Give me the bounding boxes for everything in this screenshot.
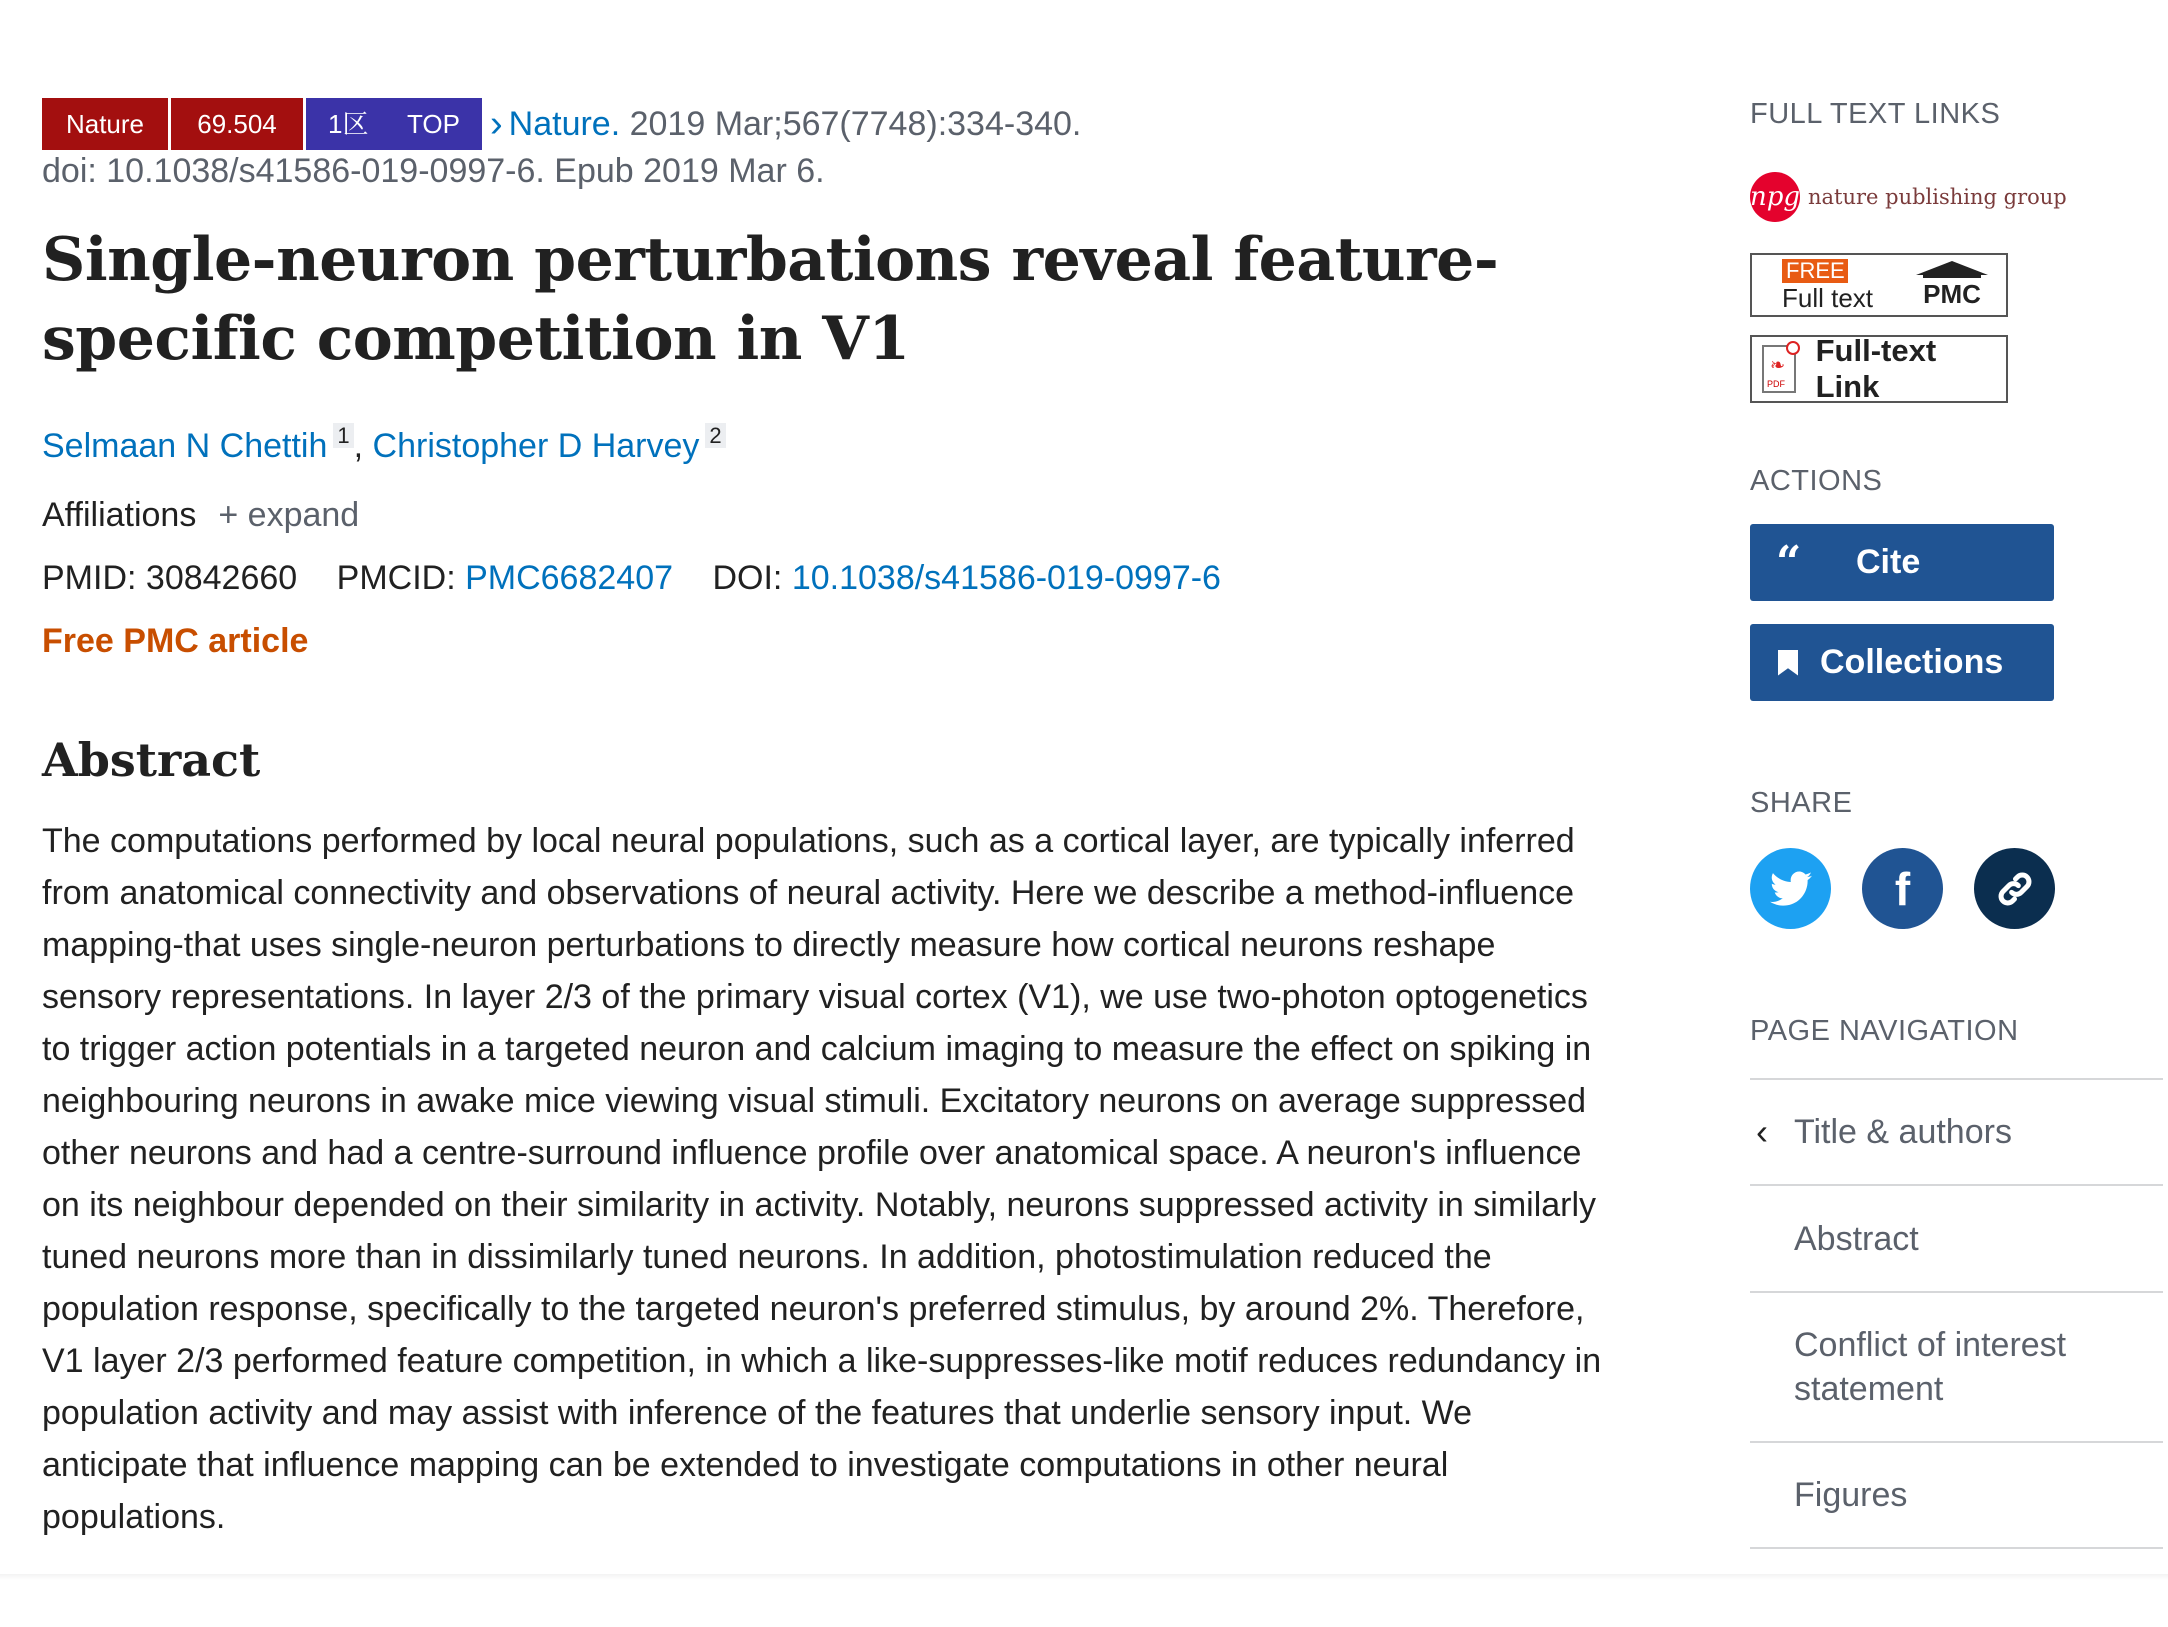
doi-link[interactable]: 10.1038/s41586-019-0997-6 — [791, 559, 1221, 597]
free-pmc-link[interactable] — [1750, 253, 2008, 317]
share-buttons — [1750, 848, 2165, 929]
article-main — [42, 98, 1602, 1543]
author-link[interactable]: Christopher D Harvey — [372, 427, 700, 465]
affiliations-row — [42, 496, 1602, 535]
rank-label: TOP — [407, 109, 460, 139]
article-title: Single-neuron perturbations reveal feature-specific competition in V1 — [42, 225, 1499, 374]
identifiers — [42, 559, 1602, 598]
citation-line — [509, 98, 1082, 150]
pmid-label: PMID: — [42, 559, 137, 597]
doi-label: DOI: — [712, 559, 783, 597]
abstract-text: The computations performed by local neural populations, such as a cortical layer, are typically inferred from anatomical connectivity and observations of neural activity. Here we describe a method-influence mapping-that uses single-neuron perturbations to directly measure how cortical neurons reshape sensory representations. In layer 2/3 of the primary visual cortex (V1), we use two-photon optogenetics to trigger action potentials in a targeted neuron and calcium imaging to measure the effect on spiking in neighbouring neurons in awake mice viewing visual stimuli. Excitatory neurons on average suppressed other neurons and had a centre-surround influence profile over anatomical space. A neuron's influence on its neighbour depended on their similarity in activity. Notably, neurons suppressed activity in similarly tuned neurons more than in dissimilarly tuned neurons. In addition, photostimulation reduced the population response, specifically to the targeted neuron's preferred stimulus, by around 2%. Therefore, V1 layer 2/3 performed feature competition, in which a like-suppresses-like motif reduces redundancy in population activity and may assist with inference of the features that underlie sensory input. We anticipate that influence mapping can be extended to investigate computations in other neural populations. — [42, 822, 1602, 1536]
npg-logo: npg — [1750, 172, 1800, 222]
pmc-roof-icon — [1916, 261, 1988, 275]
affiliation-ref[interactable]: 2 — [705, 423, 725, 448]
citation-details: 2019 Mar;567(7748):334-340. — [629, 105, 1082, 143]
nav-abstract[interactable] — [1750, 1186, 2163, 1293]
expand-label: expand — [247, 496, 360, 534]
citation-header — [42, 98, 1602, 150]
nav-label: Conflict of interest statement — [1794, 1326, 2067, 1408]
affiliations-label: Affiliations — [42, 496, 197, 534]
author-separator: , — [353, 427, 373, 465]
npg-link[interactable] — [1750, 169, 2165, 225]
sidebar — [1750, 98, 2165, 1549]
zone-label: 1区 — [328, 109, 369, 139]
authors-list — [42, 423, 1602, 466]
page-navigation-heading: PAGE NAVIGATION — [1750, 1015, 2019, 1047]
journal-badge: Nature — [42, 98, 168, 150]
zone-badge — [306, 98, 482, 150]
pmc-logo — [1916, 261, 1988, 310]
free-pmc-label: Free PMC article — [42, 622, 309, 660]
full-text-link-button[interactable] — [1750, 335, 2008, 403]
affiliation-ref[interactable]: 1 — [333, 423, 353, 448]
full-text-link-label: Full-text Link — [1815, 333, 1937, 404]
free-tag: FREE — [1782, 259, 1848, 283]
pdf-icon: ❧ PDF — [1762, 345, 1796, 393]
actions-heading: ACTIONS — [1750, 465, 1883, 497]
chevron-left-icon: ‹ — [1756, 1111, 1768, 1152]
pmcid-label: PMCID: — [336, 559, 456, 597]
share-heading: SHARE — [1750, 787, 1853, 819]
author-link[interactable]: Selmaan N Chettih — [42, 427, 328, 465]
nav-conflict-of-interest[interactable] — [1750, 1293, 2163, 1443]
impact-factor-badge: 69.504 — [171, 98, 303, 150]
link-icon[interactable] — [1974, 848, 2055, 929]
nav-figures[interactable] — [1750, 1443, 2163, 1549]
facebook-icon[interactable]: f — [1862, 848, 1943, 929]
collections-label: Collections — [1820, 643, 2004, 681]
pmid-value: 30842660 — [145, 559, 298, 597]
collections-button[interactable] — [1750, 624, 2054, 701]
expand-toggle[interactable] — [218, 496, 359, 535]
doi-epub-line: doi: 10.1038/s41586-019-0997-6. Epub 2019 Mar 6. — [42, 152, 825, 190]
nav-label: Figures — [1794, 1476, 1908, 1514]
nav-label: Abstract — [1794, 1219, 1919, 1258]
pmcid-link[interactable]: PMC6682407 — [465, 559, 674, 597]
abstract-heading: Abstract — [42, 733, 261, 787]
page-navigation — [1750, 1078, 2163, 1549]
pmc-label: PMC — [1923, 275, 1981, 310]
cite-label: Cite — [1856, 543, 1921, 581]
full-text-links-heading: FULL TEXT LINKS — [1750, 98, 2001, 130]
journal-link[interactable]: Nature. — [508, 105, 621, 143]
twitter-icon[interactable] — [1750, 848, 1831, 929]
page-bottom-shadow — [0, 1574, 2168, 1580]
npg-text: nature publishing group — [1808, 185, 2067, 209]
chevron-right-icon: › — [490, 103, 503, 145]
full-text-label: Full text — [1782, 283, 1874, 313]
cite-button[interactable] — [1750, 524, 2054, 601]
nav-title-authors[interactable] — [1750, 1080, 2163, 1186]
plus-icon: + — [218, 496, 248, 534]
quote-icon: “ — [1776, 537, 1802, 588]
nav-label: Title & authors — [1794, 1113, 2012, 1151]
bookmark-icon — [1778, 650, 1798, 676]
